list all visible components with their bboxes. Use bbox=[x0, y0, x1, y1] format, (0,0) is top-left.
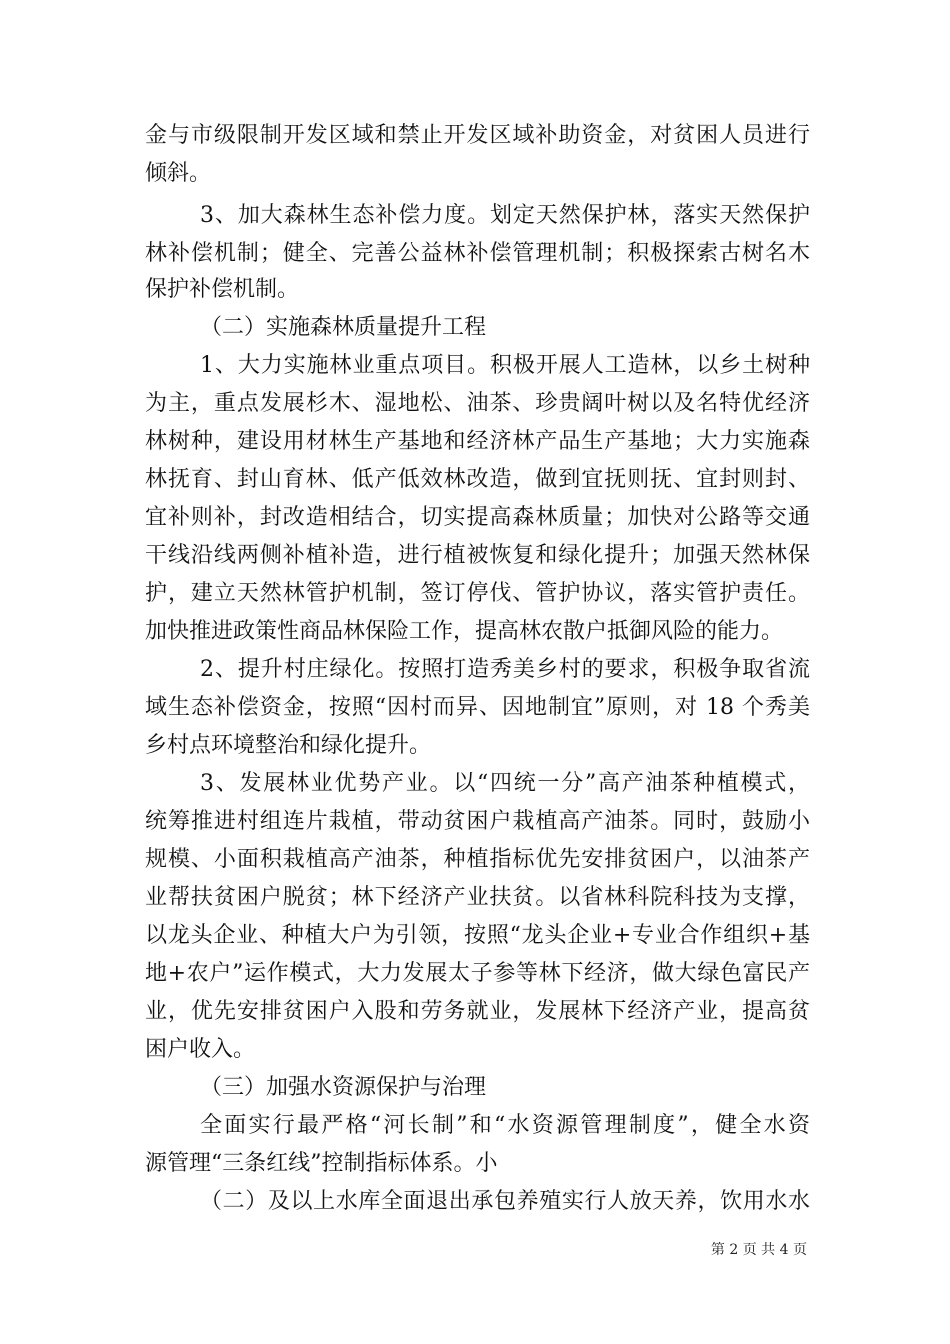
body-text-line: 护，建立天然林管护机制，签订停伐、管护协议，落实管护责任。 bbox=[145, 581, 810, 606]
body-text-line: 业，优先安排贫困户入股和劳务就业，发展林下经济产业，提高贫 bbox=[145, 999, 810, 1024]
water-paragraph-line: 全面实行最严格“河长制”和“水资源管理制度”，健全水资 bbox=[200, 1113, 810, 1138]
paragraph-3-line: 3、加大森林生态补偿力度。划定天然保护林，落实天然保护 bbox=[200, 203, 810, 228]
body-text-line: 保护补偿机制。 bbox=[145, 277, 300, 302]
body-text-line: 统筹推进村组连片栽植，带动贫困户栽植高产油茶。同时，鼓励小 bbox=[145, 809, 810, 834]
body-text-line: 干线沿线两侧补植补造，进行植被恢复和绿化提升；加强天然林保 bbox=[145, 543, 810, 568]
body-text-line: 林树种，建设用材林生产基地和经济林产品生产基地；大力实施森 bbox=[145, 429, 810, 454]
paragraph-3b-line: 3、发展林业优势产业。以“四统一分”高产油茶种植模式， bbox=[200, 771, 810, 796]
body-text-line: 宜补则补，封改造相结合，切实提高森林质量；加快对公路等交通 bbox=[145, 505, 810, 530]
body-text-line: 源管理“三条红线”控制指标体系。小 bbox=[145, 1151, 498, 1176]
body-text-line: 为主，重点发展杉木、湿地松、油茶、珍贵阔叶树以及名特优经济 bbox=[145, 391, 810, 416]
section-heading-3: （三）加强水资源保护与治理 bbox=[200, 1075, 487, 1100]
body-text-line: 乡村点环境整治和绿化提升。 bbox=[145, 733, 432, 758]
body-text-line: 地+农户”运作模式，大力发展太子参等林下经济，做大绿色富民产 bbox=[145, 961, 810, 986]
body-text-line: 困户收入。 bbox=[145, 1037, 256, 1062]
paragraph-2-line: 2、提升村庄绿化。按照打造秀美乡村的要求，积极争取省流 bbox=[200, 657, 810, 682]
body-text-line: 域生态补偿资金，按照“因村而异、因地制宜”原则，对 18 个秀美 bbox=[145, 695, 810, 720]
body-text-line: 倾斜。 bbox=[145, 161, 212, 186]
body-text-line: 林补偿机制；健全、完善公益林补偿管理机制；积极探索古树名木 bbox=[145, 241, 810, 266]
body-text-line: 金与市级限制开发区域和禁止开发区域补助资金，对贫困人员进行 bbox=[145, 123, 810, 148]
body-text-line: 以龙头企业、种植大户为引领，按照“龙头企业+专业合作组织+基 bbox=[145, 923, 810, 948]
body-text-line: （二）及以上水库全面退出承包养殖实行人放天养，饮用水水 bbox=[200, 1189, 810, 1214]
body-text-line: 加快推进政策性商品林保险工作，提高林农散户抵御风险的能力。 bbox=[145, 619, 784, 644]
paragraph-1-line: 1、大力实施林业重点项目。积极开展人工造林，以乡土树种 bbox=[200, 353, 810, 378]
section-heading-2: （二）实施森林质量提升工程 bbox=[200, 315, 487, 340]
body-text-line: 业帮扶贫困户脱贫；林下经济产业扶贫。以省林科院科技为支撑， bbox=[145, 885, 810, 910]
page-number-footer: 第 2 页 共 4 页 bbox=[710, 1242, 807, 1258]
body-text-line: 规模、小面积栽植高产油茶，种植指标优先安排贫困户，以油茶产 bbox=[145, 847, 810, 872]
body-text-line: 林抚育、封山育林、低产低效林改造，做到宜抚则抚、宜封则封、 bbox=[145, 467, 810, 492]
